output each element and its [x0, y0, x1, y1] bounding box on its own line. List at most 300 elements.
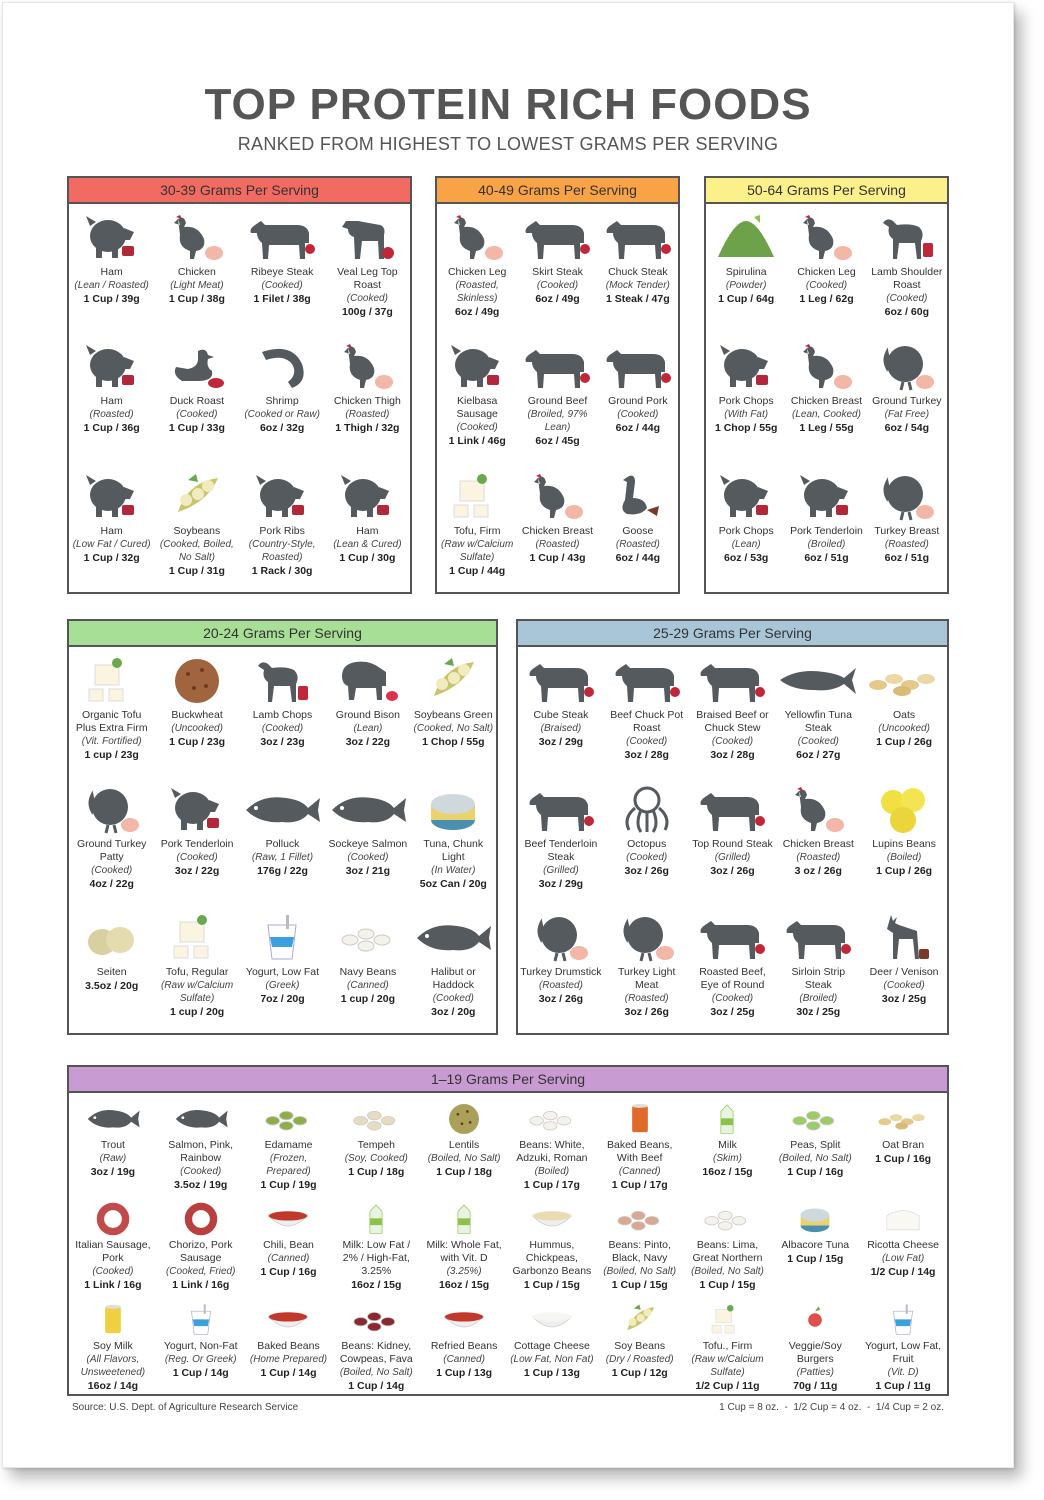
food-item	[154, 647, 239, 776]
food-name: Tofu, Firm	[453, 524, 501, 537]
food-amount: 16oz / 14g	[87, 1379, 138, 1392]
food-name: Spirulina	[725, 266, 767, 278]
section-20-24	[67, 619, 498, 1035]
food-preparation: (Fat Free)	[884, 409, 930, 421]
food-item	[786, 463, 866, 592]
food-name: Ground Turkey	[872, 395, 942, 408]
food-preparation: (Canned)	[618, 1166, 661, 1177]
food-item	[240, 647, 325, 776]
food-item	[154, 333, 239, 462]
food-item	[325, 776, 410, 905]
food-amount: 3oz / 26g	[710, 864, 755, 877]
food-preparation: (Cooked)	[626, 736, 668, 747]
section-header: 40-49 Grams Per Serving	[437, 178, 678, 204]
food-name: Top Round Steak	[692, 837, 773, 850]
lentils-icon	[420, 1099, 508, 1139]
food-amount: 1 Cup / 36g	[83, 422, 140, 435]
pig-icon	[325, 469, 410, 525]
food-name: Soy Milk	[93, 1339, 133, 1352]
food-name: Organic Tofu Plus Extra Firm	[75, 709, 148, 734]
food-item	[240, 776, 325, 905]
food-name: Sirloin Strip Steak	[791, 966, 846, 992]
food-item	[411, 904, 496, 1033]
food-preparation: (Low Fat)	[881, 1253, 925, 1265]
food-name: Trout	[100, 1139, 125, 1151]
food-name: Oats	[893, 709, 916, 721]
food-amount: 16oz / 15g	[702, 1166, 753, 1178]
cow-icon	[518, 653, 604, 709]
food-preparation: (Roasted)	[538, 980, 583, 992]
cow-icon	[598, 339, 678, 395]
food-name: Pork Tenderloin	[160, 837, 234, 850]
food-item	[859, 1193, 947, 1293]
food-preparation: (Patties)	[796, 1366, 834, 1378]
tofu-icon	[69, 653, 154, 709]
food-name: Chicken	[177, 266, 216, 278]
food-amount: 6oz / 51g	[804, 551, 849, 564]
food-amount: 1 Cup / 17g	[611, 1179, 668, 1191]
food-name: Pork Tenderloin	[790, 524, 863, 537]
food-item	[69, 333, 154, 462]
food-amount: 1 Cup / 15g	[787, 1253, 844, 1266]
food-amount: 1 Cup / 64g	[718, 293, 775, 305]
bowl-icon	[245, 1300, 333, 1340]
food-item	[775, 776, 861, 905]
food-item	[245, 1294, 333, 1394]
food-preparation: (Cooked)	[347, 851, 389, 863]
food-item	[508, 1294, 596, 1394]
food-amount: 6oz / 49g	[535, 293, 580, 305]
seitan-icon	[69, 910, 154, 966]
food-item	[69, 1294, 157, 1394]
food-name: Veggie/Soy Burgers	[788, 1339, 842, 1365]
food-preparation: (In Water)	[431, 864, 476, 876]
lupin-icon	[861, 782, 947, 838]
section-header: 20-24 Grams Per Serving	[69, 621, 496, 647]
food-amount: 6oz / 27g	[796, 749, 841, 761]
food-name: Tofu., Firm	[702, 1339, 753, 1352]
food-amount: 1 Cup / 38g	[168, 293, 225, 305]
food-amount: 1 Cup / 18g	[348, 1166, 405, 1178]
food-name: Cube Steak	[533, 709, 589, 721]
food-preparation: (Boiled, No Salt)	[778, 1153, 852, 1164]
food-item	[517, 333, 597, 462]
food-preparation: (Reg. Or Greek)	[164, 1353, 237, 1365]
food-item	[157, 1294, 245, 1394]
food-item	[420, 1294, 508, 1394]
page-subtitle: RANKED FROM HIGHEST TO LOWEST GRAMS PER SERVING	[237, 134, 779, 154]
goose-icon	[598, 469, 678, 525]
food-name: Peas, Split	[790, 1139, 841, 1151]
food-name: Seiten	[96, 966, 127, 979]
food-amount: 1 Cup / 39g	[83, 293, 140, 305]
food-name: Veal Leg Top Roast	[337, 266, 398, 291]
food-item	[706, 463, 786, 592]
food-amount: 1 Leg / 55g	[799, 422, 854, 435]
peas-icon	[771, 1099, 859, 1139]
food-amount: 6oz / 53g	[723, 551, 769, 564]
food-preparation: (Uncooked)	[878, 723, 930, 734]
food-name: Pork Chops	[718, 395, 774, 408]
lamb-icon	[240, 653, 325, 709]
food-name: Hummus, Chickpeas, Garbonzo Beans	[512, 1239, 592, 1278]
soybean-icon	[411, 653, 496, 709]
food-amount: 1 Rack / 30g	[251, 564, 313, 577]
food-name: Lupins Beans	[872, 837, 936, 850]
grain-icon	[154, 653, 239, 709]
food-amount: 6oz / 44g	[615, 551, 660, 564]
turkey-icon	[518, 910, 604, 966]
food-amount: 1 cup / 20g	[340, 993, 396, 1006]
food-preparation: (Vit. D)	[887, 1366, 919, 1378]
food-preparation: (Country-Style, Roasted)	[248, 538, 316, 563]
food-amount: 6oz / 51g	[884, 551, 929, 564]
cow-icon	[690, 782, 776, 838]
food-preparation: (Lean, Cooked)	[792, 409, 861, 421]
food-name: Lentils	[448, 1139, 480, 1151]
food-name: Lamb Chops	[252, 709, 313, 721]
food-name: Goose	[622, 524, 654, 537]
food-item	[775, 904, 861, 1033]
food-preparation: (Boiled)	[886, 851, 922, 863]
food-amount: 70g / 11g	[793, 1379, 838, 1392]
food-preparation: (All Flavors, Unsweetened)	[80, 1353, 146, 1378]
food-name: Chicken Breast	[782, 837, 854, 850]
food-amount: 6oz / 45g	[535, 435, 580, 448]
food-item	[604, 776, 690, 905]
food-amount: 3.5oz / 19g	[174, 1179, 228, 1191]
food-amount: 3oz / 26g	[624, 864, 669, 877]
food-name: Skirt Steak	[532, 266, 583, 278]
food-item	[437, 204, 517, 333]
food-amount: 1 Cup / 13g	[436, 1366, 493, 1379]
food-item	[411, 647, 496, 776]
chicken-icon	[775, 782, 861, 838]
food-amount: 1 Cup / 11g	[875, 1379, 931, 1392]
hummus-icon	[508, 1199, 596, 1239]
food-name: Lamb Shoulder Roast	[871, 266, 943, 291]
tofu-icon	[154, 910, 239, 966]
food-item	[690, 776, 776, 905]
food-amount: 1 Cup / 14g	[260, 1366, 317, 1379]
food-amount: 3oz / 22g	[174, 864, 220, 877]
cow-icon	[517, 210, 597, 266]
food-preparation: (Frozen, Prepared)	[266, 1153, 311, 1177]
food-name: Shrimp	[265, 395, 299, 408]
food-name: Duck Roast	[169, 395, 225, 408]
tuna-can-icon	[771, 1199, 859, 1239]
food-item	[861, 904, 947, 1033]
food-name: Refried Beans	[430, 1339, 498, 1352]
food-name: Tofu, Regular	[165, 966, 229, 979]
food-item	[867, 204, 947, 333]
food-amount: 3oz / 25g	[881, 993, 927, 1006]
food-item	[604, 647, 690, 776]
food-name: Soybeans Green	[413, 709, 493, 721]
food-amount: 1 Cup / 16g	[260, 1266, 317, 1279]
source-note: Source: U.S. Dept. of Agriculture Research Service	[72, 1402, 299, 1413]
food-item	[861, 647, 947, 776]
food-item	[154, 204, 239, 333]
shrimp-icon	[240, 339, 325, 395]
food-amount: 1 Cup / 19g	[260, 1179, 317, 1191]
food-amount: 1 Link / 16g	[172, 1279, 230, 1292]
page-title: TOP PROTEIN RICH FOODS	[204, 80, 812, 129]
food-preparation: (Low Fat, Non Fat)	[510, 1353, 594, 1365]
tuna-icon	[775, 653, 861, 709]
food-name: Roasted Beef, Eye of Round	[699, 966, 766, 992]
food-name: Ground Beef	[527, 395, 588, 408]
food-item	[596, 1193, 684, 1293]
food-item	[596, 1093, 684, 1193]
food-name: Halibut or Haddock	[430, 966, 476, 992]
food-name: Beans: Lima, Great Northern	[692, 1239, 763, 1265]
milk-icon	[684, 1099, 772, 1139]
deer-icon	[861, 910, 947, 966]
yogurt-icon	[859, 1300, 947, 1340]
tofu-icon	[437, 469, 517, 525]
section-header: 25-29 Grams Per Serving	[518, 621, 947, 647]
tempeh-icon	[332, 1099, 420, 1139]
food-item	[690, 904, 776, 1033]
cow-icon	[690, 653, 776, 709]
cow-icon	[240, 210, 325, 266]
food-name: Chicken Leg	[797, 266, 856, 278]
chicken-icon	[517, 469, 597, 525]
food-amount: 1 Steak / 47g	[606, 293, 670, 305]
food-preparation: (Lean / Roasted)	[74, 280, 149, 291]
food-amount: 1 Cup / 33g	[168, 422, 225, 435]
food-item	[157, 1093, 245, 1193]
food-preparation: (Low Fat / Cured)	[72, 538, 151, 550]
food-item	[684, 1193, 772, 1293]
food-preparation: (Raw)	[99, 1153, 127, 1164]
food-amount: 3oz / 25g	[710, 1006, 755, 1019]
food-item	[69, 463, 154, 592]
food-preparation: (Roasted)	[796, 851, 841, 863]
food-amount: 1 Link / 46g	[448, 435, 506, 448]
food-amount: 1 Leg / 62g	[799, 293, 854, 305]
food-name: Pork Chops	[718, 524, 774, 537]
food-amount: 1 Cup / 23g	[169, 736, 226, 748]
turkey-icon	[604, 910, 690, 966]
beans-icon	[684, 1199, 772, 1239]
pig-icon	[69, 339, 154, 395]
food-preparation: (Cooked)	[536, 280, 579, 291]
food-amount: 3oz / 23g	[260, 736, 305, 748]
food-preparation: (Lean & Cured)	[333, 538, 402, 550]
food-amount: 3oz / 28g	[710, 749, 755, 761]
food-item	[786, 204, 866, 333]
food-amount: 1 Filet / 38g	[253, 293, 311, 305]
food-preparation: (Cooked)	[91, 864, 133, 876]
food-preparation: (Roasted)	[535, 538, 580, 550]
food-amount: 3oz / 29g	[538, 877, 584, 890]
food-amount: 1 Cup / 13g	[523, 1366, 580, 1379]
bowl-icon	[245, 1199, 333, 1239]
food-amount: 1 cup / 20g	[169, 1006, 225, 1019]
food-preparation: (Canned)	[443, 1353, 485, 1365]
pig-icon	[786, 469, 866, 525]
oats-icon	[861, 653, 947, 709]
pig-icon	[240, 469, 325, 525]
food-amount: 1 Cup / 43g	[529, 551, 586, 564]
pig-icon	[69, 210, 154, 266]
food-preparation: (Cooked, Boiled, No Salt)	[159, 538, 234, 563]
food-name: Kielbasa Sausage	[456, 395, 498, 421]
food-item	[604, 904, 690, 1033]
food-item	[69, 647, 154, 776]
food-item	[867, 333, 947, 462]
cottage-icon	[508, 1300, 596, 1340]
food-preparation: (Cooked)	[176, 409, 218, 421]
milk-icon	[420, 1199, 508, 1239]
food-amount: 3oz / 21g	[345, 864, 391, 877]
food-name: Ground Turkey Patty	[76, 837, 147, 863]
yogurt-icon	[157, 1300, 245, 1340]
food-amount: 1 Cup / 14g	[348, 1379, 405, 1392]
food-item	[157, 1193, 245, 1293]
food-preparation: (Uncooked)	[171, 723, 223, 734]
food-name: Tempeh	[357, 1139, 395, 1151]
food-amount: 1 Cup / 16g	[787, 1166, 844, 1178]
food-amount: 1 Cup / 30g	[339, 551, 396, 564]
food-item	[706, 204, 786, 333]
food-item	[771, 1193, 859, 1293]
section-25-29	[516, 619, 949, 1035]
food-name: Ham	[100, 266, 123, 278]
food-preparation: (Canned)	[347, 980, 389, 992]
food-preparation: (Cooked)	[180, 1166, 222, 1177]
food-name: Chicken Thigh	[333, 395, 401, 408]
food-amount: 3oz / 26g	[538, 993, 584, 1006]
section-50-64	[704, 176, 949, 594]
food-name: Yogurt, Low Fat, Fruit	[865, 1339, 942, 1365]
food-amount: 3oz / 22g	[345, 736, 391, 748]
food-item	[325, 904, 410, 1033]
food-name: Albacore Tuna	[781, 1239, 850, 1252]
food-item	[508, 1093, 596, 1193]
soybean-icon	[596, 1300, 684, 1340]
powder-icon	[706, 210, 786, 266]
food-name: Chuck Steak	[608, 266, 668, 278]
food-item	[684, 1093, 772, 1193]
food-preparation: (Broiled, 97% Lean)	[527, 409, 588, 434]
section-40-49	[435, 176, 680, 594]
food-item	[867, 463, 947, 592]
beans-icon	[325, 910, 410, 966]
food-preparation: (Canned)	[267, 1253, 310, 1265]
food-name: Cottage Cheese	[513, 1339, 590, 1352]
food-preparation: (Cooked)	[176, 851, 218, 863]
lamb-icon	[867, 210, 947, 266]
food-amount: 1 Cup / 17g	[523, 1179, 580, 1191]
food-name: Ham	[100, 524, 123, 537]
food-item	[771, 1093, 859, 1193]
food-item	[154, 904, 239, 1033]
food-item	[859, 1093, 947, 1193]
food-name: Beans: Kidney, Cowpeas, Fava	[339, 1339, 413, 1365]
food-item	[786, 333, 866, 462]
food-item	[332, 1294, 420, 1394]
food-item	[332, 1093, 420, 1193]
food-item	[517, 204, 597, 333]
food-name: Braised Beef or Chuck Stew	[696, 709, 769, 734]
turkey-icon	[69, 782, 154, 838]
food-amount: 1 Cup / 12g	[611, 1366, 668, 1379]
food-item	[325, 463, 410, 592]
food-name: Ribeye Steak	[250, 266, 314, 278]
food-item	[69, 776, 154, 905]
food-preparation: (Roasted)	[615, 538, 660, 550]
section-header: 50-64 Grams Per Serving	[706, 178, 947, 204]
food-amount: 3 oz / 26g	[794, 864, 842, 877]
food-preparation: (Light Meat)	[170, 280, 224, 291]
food-amount: 6oz / 44g	[615, 422, 660, 435]
chicken-icon	[786, 339, 866, 395]
food-amount: 1 Cup / 44g	[449, 564, 506, 577]
section-header: 1–19 Grams Per Serving	[69, 1067, 947, 1093]
bowl-icon	[420, 1300, 508, 1340]
food-name: Ham	[100, 395, 123, 408]
food-preparation: (With Fat)	[724, 409, 769, 421]
food-preparation: (Roasted, Skinless)	[455, 280, 499, 304]
food-amount: 1 Cup / 15g	[699, 1279, 756, 1292]
yogurt-icon	[240, 910, 325, 966]
chicken-icon	[437, 210, 517, 266]
food-preparation: (Cooked)	[261, 280, 303, 291]
soybean-icon	[154, 469, 239, 525]
food-preparation: (Grilled)	[543, 864, 579, 876]
food-preparation: (Vit. Fortified)	[81, 736, 142, 747]
section-30-39	[67, 176, 412, 594]
food-name: Chicken Breast	[790, 395, 863, 408]
food-amount: 1 Cup / 32g	[83, 551, 140, 564]
food-name: Tuna, Chunk Light	[423, 837, 484, 863]
food-amount: 1/2 Cup / 11g	[695, 1379, 760, 1392]
food-amount: 3oz / 28g	[624, 749, 669, 761]
food-preparation: (Cooked)	[432, 993, 474, 1005]
food-amount: 3oz / 29g	[538, 736, 584, 748]
food-preparation: (Boiled)	[534, 1166, 570, 1177]
food-preparation: (Raw w/Calcium Sulfate)	[160, 980, 234, 1005]
food-item	[706, 333, 786, 462]
section-1-19	[67, 1065, 949, 1396]
food-item	[437, 463, 517, 592]
food-name: Milk: Low Fat / 2% / High-Fat, 3.25%	[342, 1239, 411, 1278]
cow-icon	[690, 910, 776, 966]
tuna-can-icon	[411, 782, 496, 838]
food-item	[775, 647, 861, 776]
turkey-icon	[867, 339, 947, 395]
food-amount: 3.5oz / 20g	[85, 980, 139, 993]
food-amount: 1 Cup / 14g	[172, 1366, 229, 1379]
food-item	[154, 776, 239, 905]
burger-icon	[771, 1300, 859, 1340]
octopus-icon	[604, 782, 690, 838]
food-amount: 16oz / 15g	[438, 1279, 490, 1292]
food-name: Yellowfin Tuna Steak	[784, 709, 852, 734]
food-preparation: (Cooked)	[92, 1266, 134, 1278]
food-name: Deer / Venison	[869, 966, 939, 979]
chicken-icon	[325, 339, 410, 395]
tofu-icon	[684, 1300, 772, 1340]
milk-icon	[332, 1199, 420, 1239]
cheese-icon	[859, 1199, 947, 1239]
food-item	[420, 1193, 508, 1293]
food-preparation: (Dry / Roasted)	[605, 1353, 674, 1365]
duck-icon	[154, 339, 239, 395]
